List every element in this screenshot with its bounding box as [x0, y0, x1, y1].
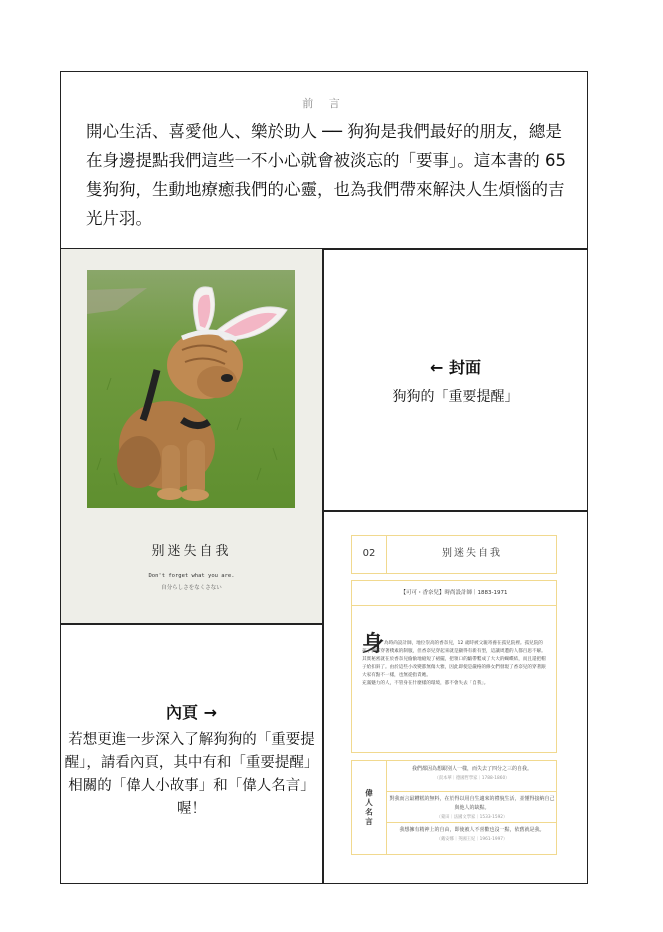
quote-divider-2 — [386, 822, 557, 823]
inner-caption-heading: 內頁 → — [166, 703, 217, 722]
quote-item — [388, 826, 556, 844]
preface-text: 開心生活、喜愛他人、樂於助人 ── 狗狗是我們最好的朋友，總是在身邊提點我們這些一不小心就會被淡忘的「要事」。這本書的 65 隻狗狗，生動地療癒我們的心靈，也為我們帶來解決人生煩惱的吉光片羽。 — [86, 122, 566, 228]
quotes-label-text: 偉人名言 — [364, 789, 374, 827]
cover-caption-body: 狗狗的「重要提醒」 — [392, 389, 519, 405]
cover-caption — [323, 355, 588, 406]
person-name: 【可可・香奈兒】時尚設計師｜1883-1971 — [400, 590, 508, 596]
quotes-label — [352, 762, 386, 854]
story-text — [362, 640, 547, 688]
story-paragraph: 充滿魅力的人，不管身在什麼樣的環境，都不會失去「自我」。 — [362, 681, 489, 686]
divider-horizontal-right — [322, 510, 588, 512]
divider-horizontal-left — [60, 623, 323, 625]
cover-subtitle-japanese: 自分らしさをなくさない — [161, 585, 222, 591]
inner-page-number: 02 — [362, 548, 376, 559]
story-paragraph: 為時尚設計師，地位崇高的香奈兒，12 歲時被父親寄養在孤兒院裡。孤兒院的孩子們都穿著樸素的制服，但香奈兒穿起來就是顯得有新有型，這讓周遭的人都百思不解。 — [362, 641, 546, 654]
quote-source: （叔本華｜德國哲學家｜1788-1860） — [434, 776, 510, 781]
cover-photo-dog-bunny-ears — [87, 270, 295, 508]
quote-text: 我想擁有精神上的自由，即使被人不喜歡也沒一點，依舊就是我。 — [399, 827, 545, 833]
quote-text: 對我而言最糟糕的無料，在於得以用自生適來的禮貌生活，並懂得接納自己與他人的缺點。 — [389, 796, 555, 811]
divider-vertical-center — [322, 248, 324, 884]
inner-page-caption — [61, 700, 322, 821]
quote-text: 我們都因為想跟別人一樣，而失去了四分之三的自我。 — [411, 766, 532, 772]
preface-title: 前 言 — [302, 97, 346, 110]
story-dropcap: 身 — [362, 632, 385, 657]
story-paragraph: 其實秘密就在於香奈兒偷偷地縫短了裙擺，把領口的緞帶繫成了大大的蝴蝶結，而且還把帽子給扣斜了。由於這些小改變都無傷大雅，因此即使是嚴格的修女們發現了香奈兒的穿著跟大家有點不一樣，也無從指責她。 — [362, 657, 546, 678]
cover-caption-heading: ← 封面 — [430, 358, 481, 377]
quote-source: （戴安娜｜英國王妃｜1961-1997） — [436, 837, 508, 842]
quote-source: （蒙田｜法國文學家｜1533-1592） — [436, 815, 508, 820]
quote-divider-1 — [386, 791, 557, 792]
inner-page-title: 别迷失自我 — [442, 548, 502, 559]
quote-item — [388, 795, 556, 822]
dog-illustration — [87, 270, 295, 508]
cover-title: 别迷失自我 — [151, 544, 232, 559]
inner-caption-body: 若想更進一步深入了解狗狗的「重要提醒」，請看內頁，其中有和「重要提醒」相關的「偉人小故事」和「偉人名言」喔！ — [64, 732, 319, 817]
cover-subtitle-english: Don't forget what you are. — [148, 573, 235, 579]
quote-item — [388, 765, 556, 783]
